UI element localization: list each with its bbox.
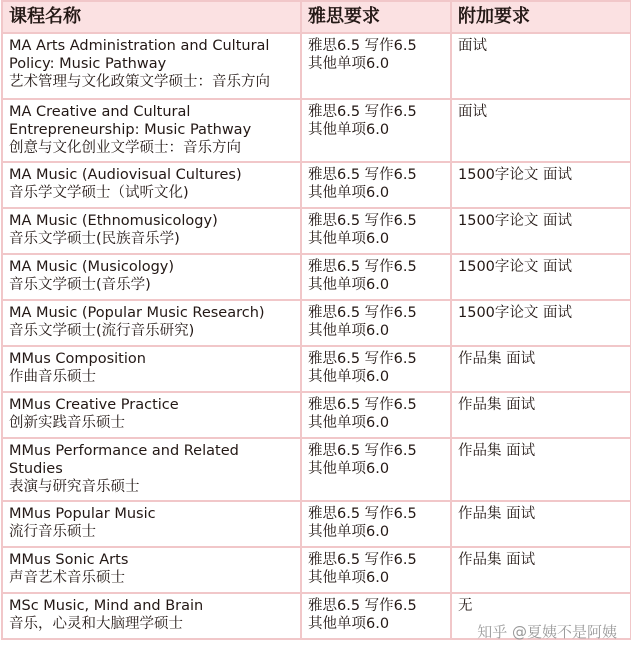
ielts-cell [301,501,451,547]
table-row [2,300,631,346]
ielts-subscores: 其他单项6.0 [308,277,390,293]
ielts-overall: 雅思6.5 写作6.5 [308,167,417,183]
ielts-subscores: 其他单项6.0 [308,231,390,247]
extra-requirement-cell: 1500字论文 面试 [451,162,631,208]
course-name-cn: 音乐，心灵和大脑理学硕士 [9,616,183,632]
course-name-cn: 声音艺术音乐硕士 [9,570,125,586]
course-name-cn: 流行音乐硕士 [9,524,96,540]
course-name-cn: 音乐文学硕士(音乐学) [9,277,151,293]
ielts-subscores: 其他单项6.0 [308,369,390,385]
course-name-en: MMus Performance and Related Studies [9,443,239,477]
ielts-cell [301,208,451,254]
extra-requirement-cell: 作品集 面试 [451,346,631,392]
ielts-subscores: 其他单项6.0 [308,122,390,138]
table-row [2,33,631,99]
ielts-overall: 雅思6.5 写作6.5 [308,259,417,275]
course-name-cn: 创新实践音乐硕士 [9,415,125,431]
ielts-cell [301,547,451,593]
course-name-cell [2,300,301,346]
extra-requirement-cell: 作品集 面试 [451,438,631,501]
table-row [2,99,631,162]
ielts-cell [301,346,451,392]
ielts-subscores: 其他单项6.0 [308,524,390,540]
course-name-en: MMus Composition [9,351,146,367]
extra-requirement-cell: 作品集 面试 [451,547,631,593]
table-row [2,547,631,593]
table-row [2,501,631,547]
ielts-overall: 雅思6.5 写作6.5 [308,104,417,120]
course-name-cn: 作曲音乐硕士 [9,369,96,385]
header-ielts: 雅思要求 [301,1,451,33]
header-row [2,1,631,33]
course-name-en: MSc Music, Mind and Brain [9,598,204,614]
table-row [2,392,631,438]
course-name-cn: 艺术管理与文化政策文学硕士：音乐方向 [9,74,270,90]
ielts-overall: 雅思6.5 写作6.5 [308,506,417,522]
ielts-cell [301,300,451,346]
extra-requirement-cell: 1500字论文 面试 [451,300,631,346]
ielts-overall: 雅思6.5 写作6.5 [308,598,417,614]
course-name-cell [2,346,301,392]
ielts-overall: 雅思6.5 写作6.5 [308,397,417,413]
course-name-cell [2,438,301,501]
header-course-name: 课程名称 [2,1,301,33]
ielts-overall: 雅思6.5 写作6.5 [308,213,417,229]
course-name-cell [2,33,301,99]
table-header [2,1,631,33]
extra-requirement-cell: 面试 [451,99,631,162]
course-name-cell [2,392,301,438]
course-name-cell [2,501,301,547]
course-name-en: MMus Creative Practice [9,397,179,413]
ielts-overall: 雅思6.5 写作6.5 [308,443,417,459]
course-name-en: MA Arts Administration and Cultural Policy: Music Pathway [9,38,270,72]
ielts-overall: 雅思6.5 写作6.5 [308,552,417,568]
extra-requirement-cell: 作品集 面试 [451,501,631,547]
ielts-cell [301,593,451,639]
course-name-en: MA Music (Musicology) [9,259,175,275]
course-name-cell [2,99,301,162]
course-name-cn: 音乐文学硕士(流行音乐研究) [9,323,195,339]
ielts-subscores: 其他单项6.0 [308,461,390,477]
course-name-cn: 表演与研究音乐硕士 [9,479,140,495]
course-name-en: MA Creative and Cultural Entrepreneurship: Music Pathway [9,104,252,138]
extra-requirement-cell: 作品集 面试 [451,392,631,438]
ielts-cell [301,438,451,501]
course-name-cell [2,593,301,639]
course-name-cn: 音乐文学硕士(民族音乐学) [9,231,180,247]
ielts-subscores: 其他单项6.0 [308,323,390,339]
course-name-cell [2,208,301,254]
table-row [2,438,631,501]
ielts-cell [301,254,451,300]
ielts-cell [301,392,451,438]
table-row [2,208,631,254]
ielts-subscores: 其他单项6.0 [308,56,390,72]
ielts-overall: 雅思6.5 写作6.5 [308,305,417,321]
ielts-subscores: 其他单项6.0 [308,570,390,586]
ielts-subscores: 其他单项6.0 [308,415,390,431]
extra-requirement-cell: 无 [451,593,631,639]
ielts-subscores: 其他单项6.0 [308,616,390,632]
table-row [2,162,631,208]
extra-requirement-cell: 1500字论文 面试 [451,208,631,254]
course-name-cell [2,547,301,593]
table-body [2,33,631,639]
course-name-cell [2,162,301,208]
course-name-en: MMus Popular Music [9,506,156,522]
requirements-table [1,0,631,640]
course-name-en: MA Music (Audiovisual Cultures) [9,167,242,183]
course-name-en: MA Music (Ethnomusicology) [9,213,218,229]
table-row [2,254,631,300]
course-name-cn: 创意与文化创业文学硕士：音乐方向 [9,140,241,156]
ielts-cell [301,33,451,99]
ielts-cell [301,162,451,208]
ielts-overall: 雅思6.5 写作6.5 [308,351,417,367]
watermark: 知乎 @夏姨不是阿姨 [477,623,617,641]
table-row [2,346,631,392]
course-name-cn: 音乐学文学硕士（试听文化) [9,185,189,201]
extra-requirement-cell: 面试 [451,33,631,99]
course-name-en: MA Music (Popular Music Research) [9,305,265,321]
course-name-en: MMus Sonic Arts [9,552,129,568]
ielts-overall: 雅思6.5 写作6.5 [308,38,417,54]
course-name-cell [2,254,301,300]
ielts-subscores: 其他单项6.0 [308,185,390,201]
extra-requirement-cell: 1500字论文 面试 [451,254,631,300]
header-extra: 附加要求 [451,1,631,33]
ielts-cell [301,99,451,162]
